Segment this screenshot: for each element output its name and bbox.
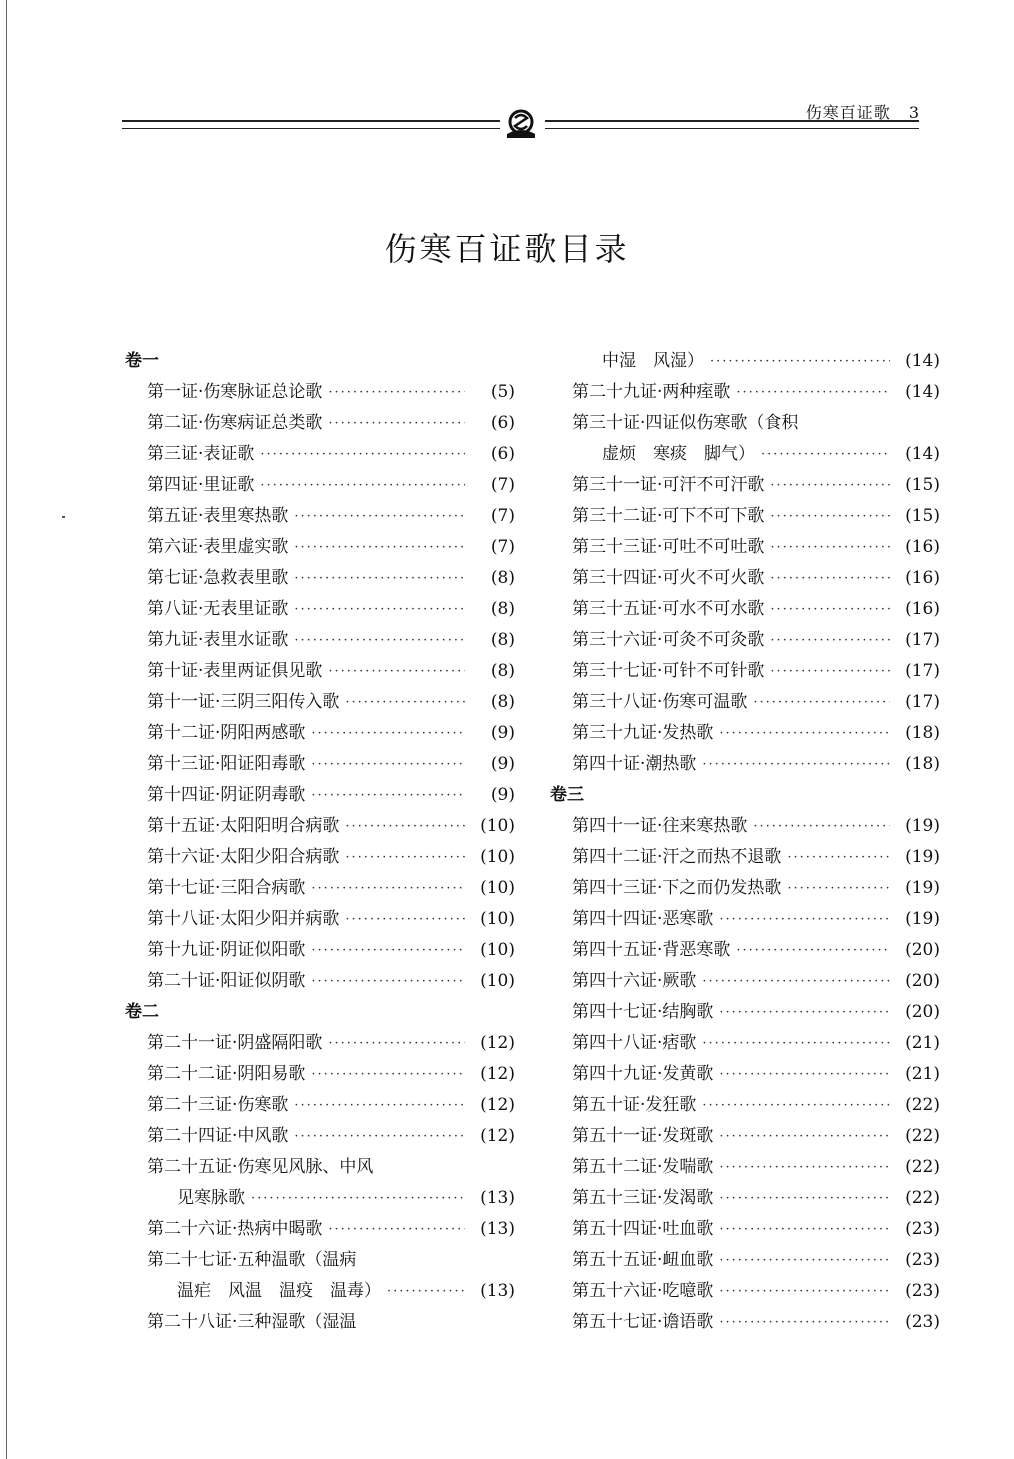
toc-entry xyxy=(125,904,515,935)
toc-entry xyxy=(125,563,515,594)
toc-entry-title: 第四十一证·往来寒热歌 xyxy=(572,816,748,836)
toc-entry-page: (19) xyxy=(905,816,940,836)
toc-entry-page: (19) xyxy=(905,909,940,929)
leader-dots xyxy=(294,1121,465,1152)
toc-entry xyxy=(550,1059,940,1090)
toc-entry-page: (17) xyxy=(905,630,940,650)
page-number: 3 xyxy=(908,103,920,122)
scan-speck xyxy=(62,516,65,518)
toc-entry-page: (15) xyxy=(905,506,940,526)
leader-dots xyxy=(345,811,465,842)
toc-entry xyxy=(125,842,515,873)
toc-entry-page: (7) xyxy=(490,537,515,557)
toc-entry xyxy=(125,811,515,842)
toc-entry-page: (14) xyxy=(905,382,940,402)
toc-entry-page: (20) xyxy=(905,971,940,991)
toc-entry xyxy=(550,1214,940,1245)
toc-entry-page: (21) xyxy=(905,1033,940,1053)
toc-entry-title: 第五十四证·吐血歌 xyxy=(572,1219,714,1239)
toc-entry-page: (13) xyxy=(480,1219,515,1239)
leader-dots xyxy=(311,966,465,997)
toc-entry-title: 虚烦 寒痰 脚气） xyxy=(602,444,755,464)
toc-entry-title: 第五十七证·谵语歌 xyxy=(572,1312,714,1332)
leader-dots xyxy=(387,1276,465,1307)
toc-entry xyxy=(125,718,515,749)
toc-entry-page: (10) xyxy=(480,816,515,836)
leader-dots xyxy=(702,1090,890,1121)
toc-entry-title: 第十三证·阳证阳毒歌 xyxy=(147,754,306,774)
header-rule-left xyxy=(122,120,500,129)
leader-dots xyxy=(311,718,465,749)
toc-entry-title: 第五十六证·吃噫歌 xyxy=(572,1281,714,1301)
toc-entry-page: (22) xyxy=(905,1095,940,1115)
toc-entry-title: 第五十二证·发喘歌 xyxy=(572,1157,714,1177)
toc-entry-page: (19) xyxy=(905,847,940,867)
toc-entry xyxy=(125,408,515,439)
toc-entry-page: (9) xyxy=(490,785,515,805)
toc-entry-page: (9) xyxy=(490,754,515,774)
toc-entry-title: 第五证·表里寒热歌 xyxy=(147,506,289,526)
toc-entry-page: (10) xyxy=(480,940,515,960)
toc-entry-title: 第五十证·发狂歌 xyxy=(572,1095,697,1115)
leader-dots xyxy=(311,873,465,904)
toc-entry-page: (12) xyxy=(480,1126,515,1146)
toc-entry-page: (20) xyxy=(905,1002,940,1022)
leader-dots xyxy=(753,687,890,718)
toc-entry-page: (23) xyxy=(905,1281,940,1301)
leader-dots xyxy=(770,470,890,501)
toc-entry-page: (6) xyxy=(490,444,515,464)
toc-entry-page: (16) xyxy=(905,599,940,619)
leader-dots xyxy=(311,780,465,811)
toc-entry-title: 第三十九证·发热歌 xyxy=(572,723,714,743)
toc-entry-title: 第四十五证·背恶寒歌 xyxy=(572,940,731,960)
toc-entry-page: (13) xyxy=(480,1188,515,1208)
toc-entry-title: 第二十三证·伤寒歌 xyxy=(147,1095,289,1115)
toc-entry xyxy=(550,718,940,749)
toc-entry-page: (14) xyxy=(905,351,940,371)
toc-entry-title: 第三十二证·可下不可下歌 xyxy=(572,506,765,526)
toc-entry xyxy=(550,842,940,873)
leader-dots xyxy=(770,563,890,594)
toc-entry-title: 第五十一证·发斑歌 xyxy=(572,1126,714,1146)
toc-entry-page: (10) xyxy=(480,847,515,867)
toc-entry-page: (22) xyxy=(905,1157,940,1177)
leader-dots xyxy=(761,439,890,470)
leader-dots xyxy=(294,501,465,532)
toc-entry xyxy=(125,873,515,904)
toc-entry-title: 第七证·急救表里歌 xyxy=(147,568,289,588)
toc-entry-page: (14) xyxy=(905,444,940,464)
toc-entry-page: (22) xyxy=(905,1126,940,1146)
toc-entry-page: (23) xyxy=(905,1312,940,1332)
toc-entry xyxy=(125,935,515,966)
toc-entry-title: 第三十一证·可汗不可汗歌 xyxy=(572,475,765,495)
toc-entry xyxy=(550,625,940,656)
toc-entry-title: 第九证·表里水证歌 xyxy=(147,630,289,650)
toc-entry-title: 第三十八证·伤寒可温歌 xyxy=(572,692,748,712)
toc-entry-title: 第五十五证·衄血歌 xyxy=(572,1250,714,1270)
toc-entry-page: (5) xyxy=(490,382,515,402)
leader-dots xyxy=(702,966,890,997)
toc-entry-page: (12) xyxy=(480,1064,515,1084)
toc-entry-title: 第十五证·太阳阳明合病歌 xyxy=(147,816,340,836)
leader-dots xyxy=(702,1028,890,1059)
leader-dots xyxy=(311,749,465,780)
toc-entry-page: (8) xyxy=(490,692,515,712)
toc-entry-title: 第三十证·四证似伤寒歌（食积 xyxy=(572,413,799,433)
leader-dots xyxy=(719,1307,890,1338)
leader-dots xyxy=(328,408,465,439)
toc-entry-title: 卷二 xyxy=(125,1002,159,1022)
volume-heading xyxy=(550,780,940,811)
toc-entry xyxy=(550,1090,940,1121)
leader-dots xyxy=(719,904,890,935)
toc-entry-continuation xyxy=(550,346,940,377)
toc-entry-title: 第三十七证·可针不可针歌 xyxy=(572,661,765,681)
toc-entry-title: 第十七证·三阳合病歌 xyxy=(147,878,306,898)
toc-entry-title: 第四十六证·厥歌 xyxy=(572,971,697,991)
toc-entry-title: 第二证·伤寒病证总类歌 xyxy=(147,413,323,433)
toc-entry-title: 第四十二证·汗之而热不退歌 xyxy=(572,847,782,867)
toc-entry xyxy=(125,1152,515,1183)
toc-entry xyxy=(550,966,940,997)
toc-entry xyxy=(125,439,515,470)
leader-dots xyxy=(710,346,890,377)
toc-entry-page: (7) xyxy=(490,475,515,495)
toc-entry-title: 第四十九证·发黄歌 xyxy=(572,1064,714,1084)
toc-entry xyxy=(125,1028,515,1059)
toc-entry xyxy=(125,1245,515,1276)
toc-entry xyxy=(550,1183,940,1214)
toc-entry-page: (16) xyxy=(905,537,940,557)
leader-dots xyxy=(719,1152,890,1183)
volume-heading xyxy=(125,346,515,377)
toc-entry xyxy=(125,687,515,718)
toc-entry-page: (12) xyxy=(480,1095,515,1115)
leader-dots xyxy=(260,470,465,501)
toc-entry-title: 第二十七证·五种温歌（温病 xyxy=(147,1250,357,1270)
publisher-emblem-icon xyxy=(501,108,541,140)
toc-entry-title: 第五十三证·发渴歌 xyxy=(572,1188,714,1208)
toc-entry-title: 第二十一证·阴盛隔阳歌 xyxy=(147,1033,323,1053)
running-header-title: 伤寒百证歌 xyxy=(805,103,891,122)
leader-dots xyxy=(294,532,465,563)
leader-dots xyxy=(260,439,465,470)
leader-dots xyxy=(736,935,890,966)
header-rule-right xyxy=(545,120,919,129)
toc-entry xyxy=(550,470,940,501)
leader-dots xyxy=(770,532,890,563)
toc-entry xyxy=(550,532,940,563)
toc-entry-title: 第四十四证·恶寒歌 xyxy=(572,909,714,929)
leader-dots xyxy=(345,687,465,718)
toc-entry xyxy=(125,749,515,780)
toc-entry-page: (15) xyxy=(905,475,940,495)
toc-entry-title: 第三十三证·可吐不可吐歌 xyxy=(572,537,765,557)
toc-entry xyxy=(550,811,940,842)
toc-entry-continuation xyxy=(550,439,940,470)
toc-entry-title: 第三证·表证歌 xyxy=(147,444,255,464)
toc-entry-title: 中湿 风湿） xyxy=(602,351,704,371)
toc-entry-page: (19) xyxy=(905,878,940,898)
toc-entry-title: 见寒脉歌 xyxy=(177,1188,245,1208)
leader-dots xyxy=(719,1245,890,1276)
toc-entry-title: 第二十五证·伤寒见风脉、中风 xyxy=(147,1157,374,1177)
leader-dots xyxy=(294,594,465,625)
toc-entry-page: (8) xyxy=(490,599,515,619)
leader-dots xyxy=(251,1183,465,1214)
leader-dots xyxy=(719,718,890,749)
toc-entry-title: 卷三 xyxy=(550,785,584,805)
leader-dots xyxy=(328,1028,465,1059)
leader-dots xyxy=(719,1214,890,1245)
toc-entry-page: (17) xyxy=(905,661,940,681)
toc-entry-page: (12) xyxy=(480,1033,515,1053)
toc-entry-page: (8) xyxy=(490,568,515,588)
toc-entry xyxy=(125,966,515,997)
toc-entry xyxy=(125,656,515,687)
leader-dots xyxy=(719,997,890,1028)
toc-entry-page: (13) xyxy=(480,1281,515,1301)
leader-dots xyxy=(753,811,890,842)
toc-entry-title: 第四十七证·结胸歌 xyxy=(572,1002,714,1022)
toc-title: 伤寒百证歌目录 xyxy=(384,230,630,268)
leader-dots xyxy=(719,1121,890,1152)
toc-entry xyxy=(550,563,940,594)
toc-entry xyxy=(125,470,515,501)
toc-entry-title: 第八证·无表里证歌 xyxy=(147,599,289,619)
toc-entry xyxy=(550,749,940,780)
toc-entry xyxy=(125,1121,515,1152)
toc-entry-page: (17) xyxy=(905,692,940,712)
leader-dots xyxy=(719,1183,890,1214)
toc-entry-page: (18) xyxy=(905,754,940,774)
page-edge-line xyxy=(6,0,7,1459)
toc-entry-page: (22) xyxy=(905,1188,940,1208)
toc-entry-title: 第三十四证·可火不可火歌 xyxy=(572,568,765,588)
toc-entry-title: 第十四证·阴证阴毒歌 xyxy=(147,785,306,805)
leader-dots xyxy=(787,873,890,904)
toc-entry-page: (23) xyxy=(905,1250,940,1270)
toc-entry xyxy=(550,687,940,718)
toc-entry xyxy=(550,873,940,904)
leader-dots xyxy=(345,842,465,873)
toc-entry xyxy=(550,1307,940,1338)
leader-dots xyxy=(294,563,465,594)
leader-dots xyxy=(345,904,465,935)
toc-entry-page: (10) xyxy=(480,971,515,991)
toc-entry xyxy=(550,997,940,1028)
leader-dots xyxy=(294,1090,465,1121)
toc-entry-title: 第十六证·太阳少阳合病歌 xyxy=(147,847,340,867)
toc-entry xyxy=(125,501,515,532)
toc-entry xyxy=(125,1059,515,1090)
toc-entry-title: 第二十二证·阴阳易歌 xyxy=(147,1064,306,1084)
toc-left-column xyxy=(125,346,515,1338)
toc-entry-page: (8) xyxy=(490,661,515,681)
toc-entry xyxy=(550,1152,940,1183)
toc-entry xyxy=(550,935,940,966)
toc-entry xyxy=(550,594,940,625)
toc-entry-page: (18) xyxy=(905,723,940,743)
toc-entry xyxy=(125,1090,515,1121)
toc-entry xyxy=(125,780,515,811)
toc-entry-continuation xyxy=(125,1183,515,1214)
leader-dots xyxy=(311,935,465,966)
leader-dots xyxy=(311,1059,465,1090)
toc-entry xyxy=(125,594,515,625)
toc-entry xyxy=(550,1028,940,1059)
toc-entry-page: (7) xyxy=(490,506,515,526)
toc-entry-continuation xyxy=(125,1276,515,1307)
leader-dots xyxy=(702,749,890,780)
toc-entry-title: 卷一 xyxy=(125,351,159,371)
leader-dots xyxy=(787,842,890,873)
toc-entry xyxy=(550,656,940,687)
toc-entry-title: 第一证·伤寒脉证总论歌 xyxy=(147,382,323,402)
toc-entry xyxy=(125,377,515,408)
toc-entry-page: (10) xyxy=(480,909,515,929)
toc-entry-page: (23) xyxy=(905,1219,940,1239)
toc-entry-title: 第二十八证·三种湿歌（湿温 xyxy=(147,1312,357,1332)
toc-entry xyxy=(550,408,940,439)
leader-dots xyxy=(719,1059,890,1090)
toc-entry-page: (20) xyxy=(905,940,940,960)
leader-dots xyxy=(770,625,890,656)
toc-entry-title: 第二十证·阳证似阴歌 xyxy=(147,971,306,991)
toc-entry-title: 第四十三证·下之而仍发热歌 xyxy=(572,878,782,898)
toc-entry-title: 第二十九证·两种痓歌 xyxy=(572,382,731,402)
toc-entry-title: 第四十证·潮热歌 xyxy=(572,754,697,774)
toc-entry xyxy=(125,532,515,563)
leader-dots xyxy=(328,377,465,408)
toc-entry-title: 第三十五证·可水不可水歌 xyxy=(572,599,765,619)
toc-entry-title: 第四十八证·痞歌 xyxy=(572,1033,697,1053)
toc-entry-title: 第十证·表里两证俱见歌 xyxy=(147,661,323,681)
toc-entry xyxy=(550,1276,940,1307)
toc-entry-title: 第十九证·阴证似阳歌 xyxy=(147,940,306,960)
leader-dots xyxy=(770,594,890,625)
toc-entry-page: (9) xyxy=(490,723,515,743)
toc-entry xyxy=(550,377,940,408)
toc-entry-page: (21) xyxy=(905,1064,940,1084)
toc-entry-page: (6) xyxy=(490,413,515,433)
toc-entry-title: 第三十六证·可灸不可灸歌 xyxy=(572,630,765,650)
leader-dots xyxy=(770,501,890,532)
toc-entry-title: 第六证·表里虚实歌 xyxy=(147,537,289,557)
toc-entry-page: (16) xyxy=(905,568,940,588)
toc-entry-page: (10) xyxy=(480,878,515,898)
leader-dots xyxy=(294,625,465,656)
toc-entry xyxy=(125,1307,515,1338)
leader-dots xyxy=(770,656,890,687)
toc-entry xyxy=(550,1121,940,1152)
leader-dots xyxy=(328,656,465,687)
toc-entry-title: 第四证·里证歌 xyxy=(147,475,255,495)
toc-entry xyxy=(125,625,515,656)
toc-entry-page: (8) xyxy=(490,630,515,650)
volume-heading xyxy=(125,997,515,1028)
toc-entry-title: 第十二证·阴阳两感歌 xyxy=(147,723,306,743)
toc-right-column xyxy=(550,346,940,1338)
toc-entry-title: 第十八证·太阳少阳并病歌 xyxy=(147,909,340,929)
toc-entry xyxy=(125,1214,515,1245)
toc-entry-title: 温疟 风温 温疫 温毒） xyxy=(177,1281,381,1301)
toc-entry-title: 第十一证·三阴三阳传入歌 xyxy=(147,692,340,712)
leader-dots xyxy=(736,377,890,408)
toc-entry xyxy=(550,904,940,935)
toc-entry-title: 第二十四证·中风歌 xyxy=(147,1126,289,1146)
toc-entry xyxy=(550,1245,940,1276)
leader-dots xyxy=(328,1214,465,1245)
toc-entry-title: 第二十六证·热病中暍歌 xyxy=(147,1219,323,1239)
leader-dots xyxy=(719,1276,890,1307)
toc-entry xyxy=(550,501,940,532)
